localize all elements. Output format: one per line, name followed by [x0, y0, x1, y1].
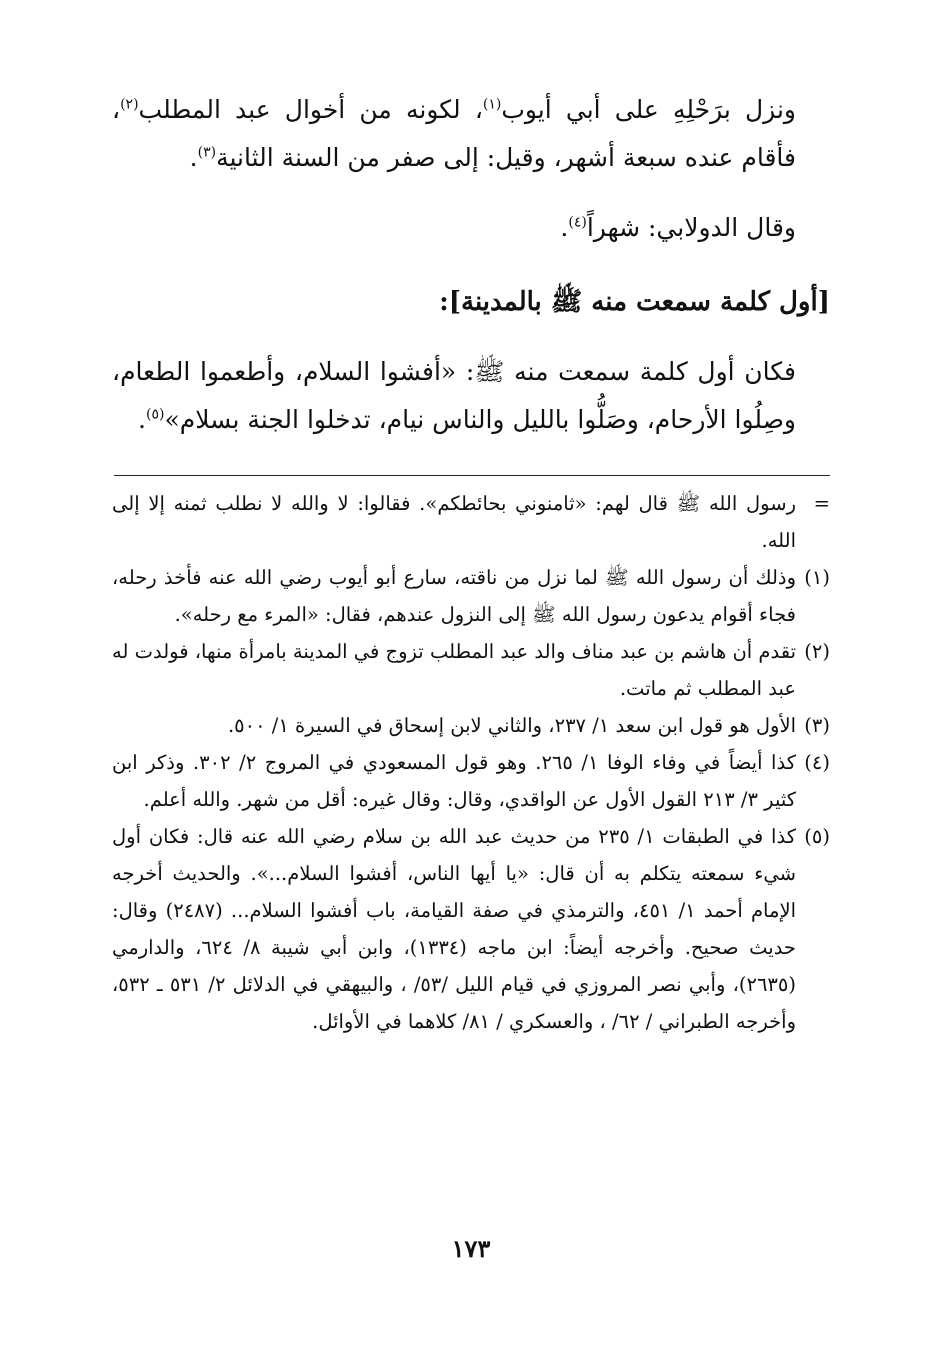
main-text [112, 86, 830, 444]
paragraph-3-text-b: . [138, 405, 146, 434]
footnote-number: (٥) [804, 825, 830, 848]
paragraph-1-text-b: ، لكونه من أخوال عبد المطلب [138, 95, 483, 124]
paragraph-3 [112, 348, 830, 444]
paragraph-2 [112, 204, 830, 252]
footnote-number: (١) [804, 566, 830, 589]
footnote-number: (٤) [804, 751, 830, 774]
footnote-2 [112, 633, 830, 707]
footnote-ref-2[interactable]: (٢) [120, 96, 139, 113]
paragraph-1-text-a: ونزل برَحْلِهِ على أبي أيوب [501, 95, 796, 124]
footnote-text: تقدم أن هاشم بن عبد مناف والد عبد المطلب تزوج في المدينة بامرأة منها، فولدت له عبد المطلب ثم ماتت. [112, 640, 796, 700]
footnote-ref-5[interactable]: (٥) [145, 406, 165, 423]
footnote-5 [112, 818, 830, 1040]
footnote-ref-4[interactable]: (٤) [568, 214, 587, 231]
footnote-text: رسول الله ﷺ قال لهم: «ثامنوني بحائطكم». فقالوا: لا والله لا نطلب ثمنه إلا إلى الله. [112, 492, 796, 552]
footnote-3 [112, 707, 830, 744]
paragraph-1 [112, 86, 830, 182]
footnotes [112, 485, 830, 1040]
footnote-text: وذلك أن رسول الله ﷺ لما نزل من ناقته، سارع أبو أيوب رضي الله عنه فأخذ رحله، فجاء أقوام يدعون رسول الله ﷺ إلى النزول عندهم، فقال: «المرء مع رحله». [112, 566, 796, 626]
footnote-ref-3[interactable]: (٣) [197, 144, 217, 161]
paragraph-2-text-a: وقال الدولابي: شهراً [586, 213, 796, 242]
footnote-1 [112, 559, 830, 633]
page-number: ١٧٣ [451, 1234, 491, 1263]
footnote-number: (٣) [804, 714, 830, 737]
footnote-separator [114, 475, 830, 476]
footnote-text: الأول هو قول ابن سعد ١/ ٢٣٧، والثاني لابن إسحاق في السيرة ١/ ٥٠٠. [227, 714, 796, 737]
footnote-number: (٢) [804, 640, 830, 663]
footnote-4 [112, 744, 830, 818]
paragraph-1-text-c: ، فأقام عنده سبعة أشهر، وقيل: إلى صفر من السنة الثانية [112, 95, 796, 172]
footnote-number: = [813, 492, 830, 515]
paragraph-1-text-d: . [189, 143, 198, 172]
paragraph-2-text-b: . [560, 213, 569, 242]
section-heading: [أول كلمة سمعت منه ﷺ بالمدينة]: [439, 287, 830, 317]
footnote-text: كذا أيضاً في وفاء الوفا ١/ ٢٦٥. وهو قول المسعودي في المروج ٢/ ٣٠٢. وذكر ابن كثير ٣/ ٢١٣ القول الأول عن الواقدي، وقال: وقال غيره: أقل من شهر. والله أعلم. [112, 751, 796, 811]
footnote-text: كذا في الطبقات ١/ ٢٣٥ من حديث عبد الله بن سلام رضي الله عنه قال: فكان أول شيء سمعته يتكلم به أن قال: «يا أيها الناس، أفشوا السلام...». والحديث أخرجه الإمام أحمد ١/ ٤٥١، والترمذي في صفة القيامة، باب أفشوا السلام... (٢٤٨٧) وقال: حديث صحيح. وأخرجه أيضاً: ابن ماجه (١٣٣٤)، وابن أبي شيبة ٨/ ٦٢٤، والدارمي (٢٦٣٥)، وأبي نصر المروزي في قيام الليل /٥٣/ ، والبيهقي في الدلائل ٢/ ٥٣١ ـ ٥٣٢، وأخرجه الطبراني / ٦٢/ ، والعسكري / ٨١/ كلاهما في الأوائل. [112, 825, 796, 1033]
paragraph-3-text-a: فكان أول كلمة سمعت منه ﷺ: «أفشوا السلام، وأطعموا الطعام، وصِلُوا الأرحام، وصَلُّوا بالليل والناس نيام، تدخلوا الجنة بسلام» [112, 357, 796, 434]
footnote-ref-1[interactable]: (١) [482, 96, 502, 113]
footnote-continued [112, 485, 830, 559]
